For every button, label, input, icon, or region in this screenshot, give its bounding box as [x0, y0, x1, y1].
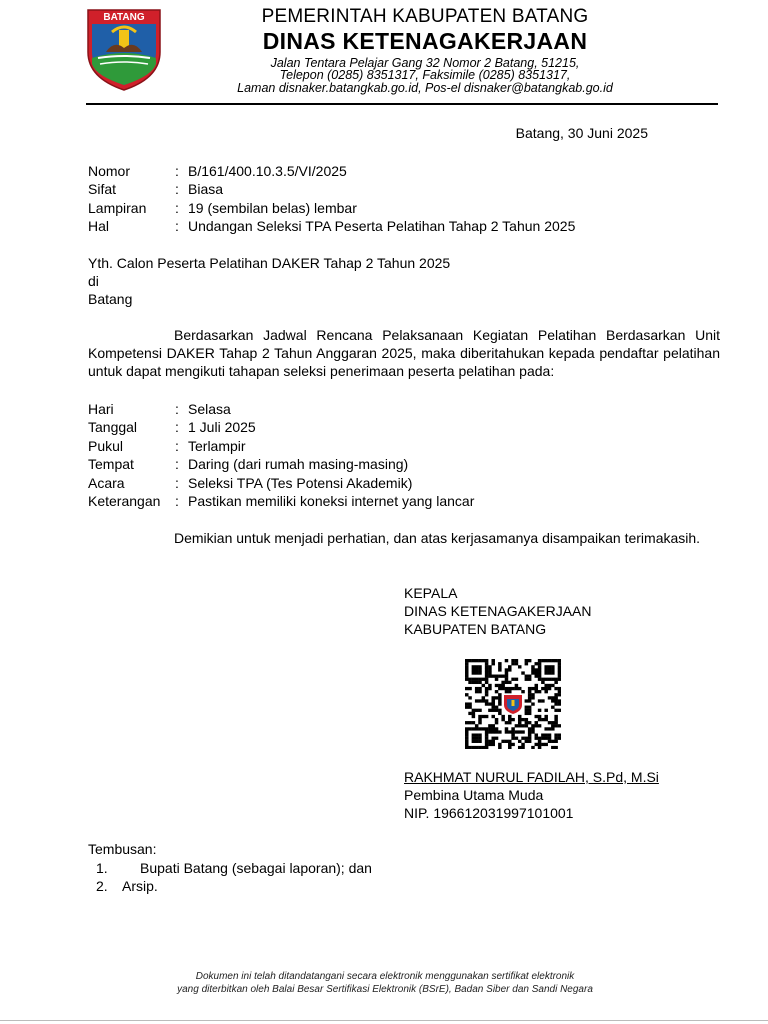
- cc-item-text: Bupati Batang (sebagai laporan); dan: [140, 860, 372, 876]
- detail-label: Hari: [88, 401, 114, 417]
- cc-heading: Tembusan:: [88, 841, 157, 857]
- detail-value: Seleksi TPA (Tes Potensi Akademik): [188, 475, 413, 491]
- detail-colon: :: [175, 419, 179, 435]
- page-bottom-edge: [0, 1020, 768, 1021]
- signatory-nip: NIP. 196612031997101001: [404, 805, 574, 821]
- recipient-line: Yth. Calon Peserta Pelatihan DAKER Tahap 2 Tahun 2025: [88, 255, 451, 271]
- meta-value: Biasa: [188, 181, 224, 197]
- meta-value: Undangan Seleksi TPA Peserta Pelatihan Tahap 2 Tahun 2025: [188, 218, 576, 234]
- letterhead-rule: [86, 103, 718, 105]
- batang-regency-logo: [86, 8, 162, 92]
- cc-item-number: 1.: [96, 860, 108, 876]
- letter-date: Batang, 30 Juni 2025: [515, 125, 648, 141]
- detail-value: Selasa: [188, 401, 231, 417]
- signature-title: KABUPATEN BATANG: [404, 621, 547, 637]
- meta-colon: :: [175, 181, 179, 197]
- e-signature-note: yang diterbitkan oleh Balai Besar Sertifikasi Elektronik (BSrE), Badan Siber dan Sandi Negara: [177, 984, 593, 995]
- detail-label: Acara: [88, 475, 125, 491]
- detail-label: Keterangan: [88, 493, 161, 509]
- meta-colon: :: [175, 218, 179, 234]
- signatory-name: RAKHMAT NURUL FADILAH, S.Pd, M.Si: [404, 769, 659, 785]
- detail-label: Tempat: [88, 456, 134, 472]
- letterhead-web: Laman disnaker.batangkab.go.id, Pos-el disnaker@batangkab.go.id: [237, 81, 613, 95]
- detail-colon: :: [175, 475, 179, 491]
- e-signature-note: Dokumen ini telah ditandatangani secara elektronik menggunakan sertifikat elektronik: [195, 971, 575, 982]
- detail-value: Daring (dari rumah masing-masing): [188, 456, 409, 472]
- meta-colon: :: [175, 200, 179, 216]
- detail-colon: :: [175, 401, 179, 417]
- meta-value: B/161/400.10.3.5/VI/2025: [188, 163, 347, 179]
- detail-label: Tanggal: [88, 419, 138, 435]
- recipient-line: di: [88, 273, 99, 289]
- letterhead-government: PEMERINTAH KABUPATEN BATANG: [261, 6, 589, 27]
- closing-paragraph: Demikian untuk menjadi perhatian, dan atas kerjasamanya disampaikan terimakasih.: [174, 530, 701, 546]
- letterhead-agency: DINAS KETENAGAKERJAAN: [262, 28, 588, 54]
- meta-label: Nomor: [88, 163, 131, 179]
- detail-value: Terlampir: [188, 438, 246, 454]
- letterhead-phone: Telepon (0285) 8351317, Faksimile (0285) 8351317,: [279, 68, 571, 82]
- cc-item-number: 2.: [96, 878, 108, 894]
- recipient-line: Batang: [88, 291, 133, 307]
- detail-colon: :: [175, 456, 179, 472]
- body-paragraph: Berdasarkan Jadwal Rencana Pelaksanaan Kegiatan Pelatihan Berdasarkan Unit Kompetensi DAKER Tahap 2 Tahun Anggaran 2025, maka diberitahukan kepada pendaftar pelatihan untuk dapat mengikuti tahapan seleksi penerimaan peserta pelatihan pada:: [88, 327, 720, 379]
- qr-code-icon: [465, 659, 561, 749]
- detail-value: Pastikan memiliki koneksi internet yang lancar: [188, 493, 475, 509]
- detail-value: 1 Juli 2025: [188, 419, 256, 435]
- signature-title: KEPALA: [404, 585, 458, 601]
- cc-item-text: Arsip.: [122, 878, 158, 894]
- meta-label: Sifat: [88, 181, 117, 197]
- signatory-rank: Pembina Utama Muda: [404, 787, 544, 803]
- meta-label: Hal: [88, 218, 110, 234]
- meta-value: 19 (sembilan belas) lembar: [188, 200, 357, 216]
- detail-colon: :: [175, 438, 179, 454]
- signature-title: DINAS KETENAGAKERJAAN: [404, 603, 592, 619]
- detail-label: Pukul: [88, 438, 124, 454]
- detail-colon: :: [175, 493, 179, 509]
- meta-label: Lampiran: [88, 200, 147, 216]
- meta-colon: :: [175, 163, 179, 179]
- svg-text:BATANG: BATANG: [103, 12, 145, 23]
- letterhead-address: Jalan Tentara Pelajar Gang 32 Nomor 2 Batang, 51215,: [270, 56, 580, 70]
